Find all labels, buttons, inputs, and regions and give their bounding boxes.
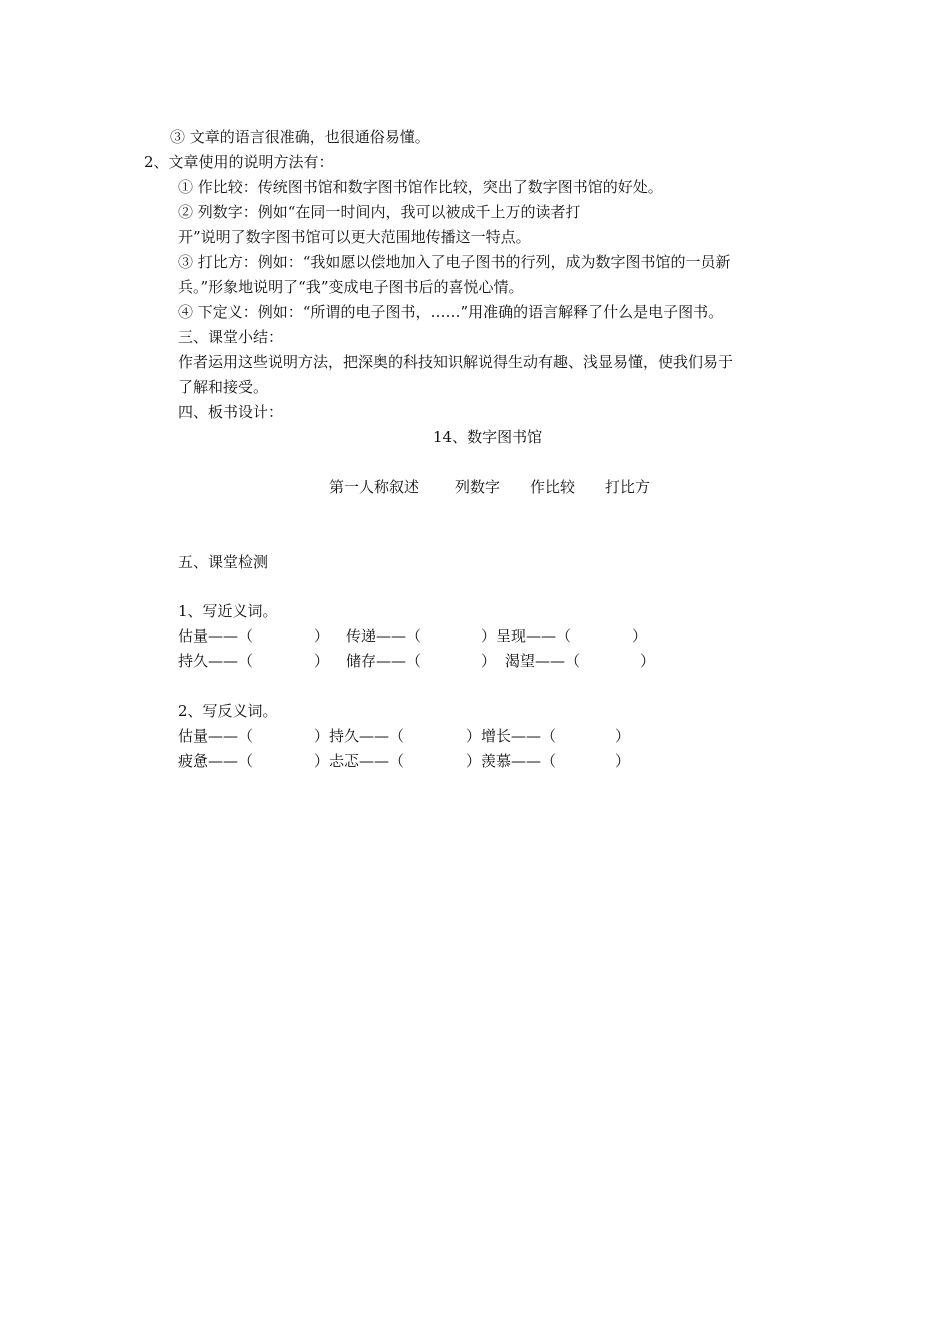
exercise-item: ）羡慕——（ (466, 752, 557, 770)
exercise-item: ）增长——（ (466, 727, 557, 745)
exercise-item: ） (314, 627, 330, 645)
board-item: 第一人称叙述 (329, 478, 420, 496)
exercise-item: ）呈现——（ (481, 627, 572, 645)
exercise-item: 疲惫——（ (178, 752, 254, 770)
paragraph: ③ 文章的语言很准确，也很通俗易懂。 (170, 128, 430, 146)
paragraph: ① 作比较：传统图书馆和数字图书馆作比较，突出了数字图书馆的好处。 (178, 178, 663, 196)
board-title: 14、数字图书馆 (433, 428, 543, 446)
paragraph: 了解和接受。 (178, 378, 269, 396)
section-heading: 2、文章使用的说明方法有： (144, 153, 334, 171)
paragraph: 兵。”形象地说明了“我”变成电子图书后的喜悦心情。 (178, 278, 524, 296)
exercise-item: ） (615, 727, 631, 745)
exercise-item: ） (615, 752, 631, 770)
exercise-item: 估量——（ (178, 627, 254, 645)
exercise-heading: 1、写近义词。 (178, 602, 278, 620)
board-item: 作比较 (530, 478, 576, 496)
paragraph: ④ 下定义：例如：“所谓的电子图书，……”用准确的语言解释了什么是电子图书。 (178, 303, 724, 321)
board-item: 打比方 (605, 478, 651, 496)
exercise-item: ） (314, 652, 330, 670)
exercise-item: ）忐忑——（ (314, 752, 405, 770)
exercise-item: 储存——（ (346, 652, 422, 670)
exercise-item: 估量——（ (178, 727, 254, 745)
section-heading: 三、课堂小结： (178, 328, 284, 346)
paragraph: ③ 打比方：例如：“我如愿以偿地加入了电子图书的行列，成为数字图书馆的一员新 (178, 253, 731, 271)
exercise-heading: 2、写反义词。 (178, 702, 278, 720)
exercise-item: 传递——（ (346, 627, 422, 645)
paragraph: 作者运用这些说明方法，把深奥的科技知识解说得生动有趣、浅显易懂，使我们易于 (178, 353, 734, 371)
board-item: 列数字 (455, 478, 501, 496)
section-heading: 四、板书设计： (178, 403, 284, 421)
exercise-item: ） (632, 627, 648, 645)
exercise-item: ） (481, 652, 497, 670)
section-heading: 五、课堂检测 (178, 553, 269, 571)
paragraph: ② 列数字：例如“在同一时间内，我可以被成千上万的读者打 (178, 203, 581, 221)
exercise-item: 渴望——（ (505, 652, 581, 670)
exercise-item: ） (640, 652, 656, 670)
paragraph: 开”说明了数字图书馆可以更大范围地传播这一特点。 (178, 228, 531, 246)
exercise-item: ）持久——（ (314, 727, 405, 745)
exercise-item: 持久——（ (178, 652, 254, 670)
